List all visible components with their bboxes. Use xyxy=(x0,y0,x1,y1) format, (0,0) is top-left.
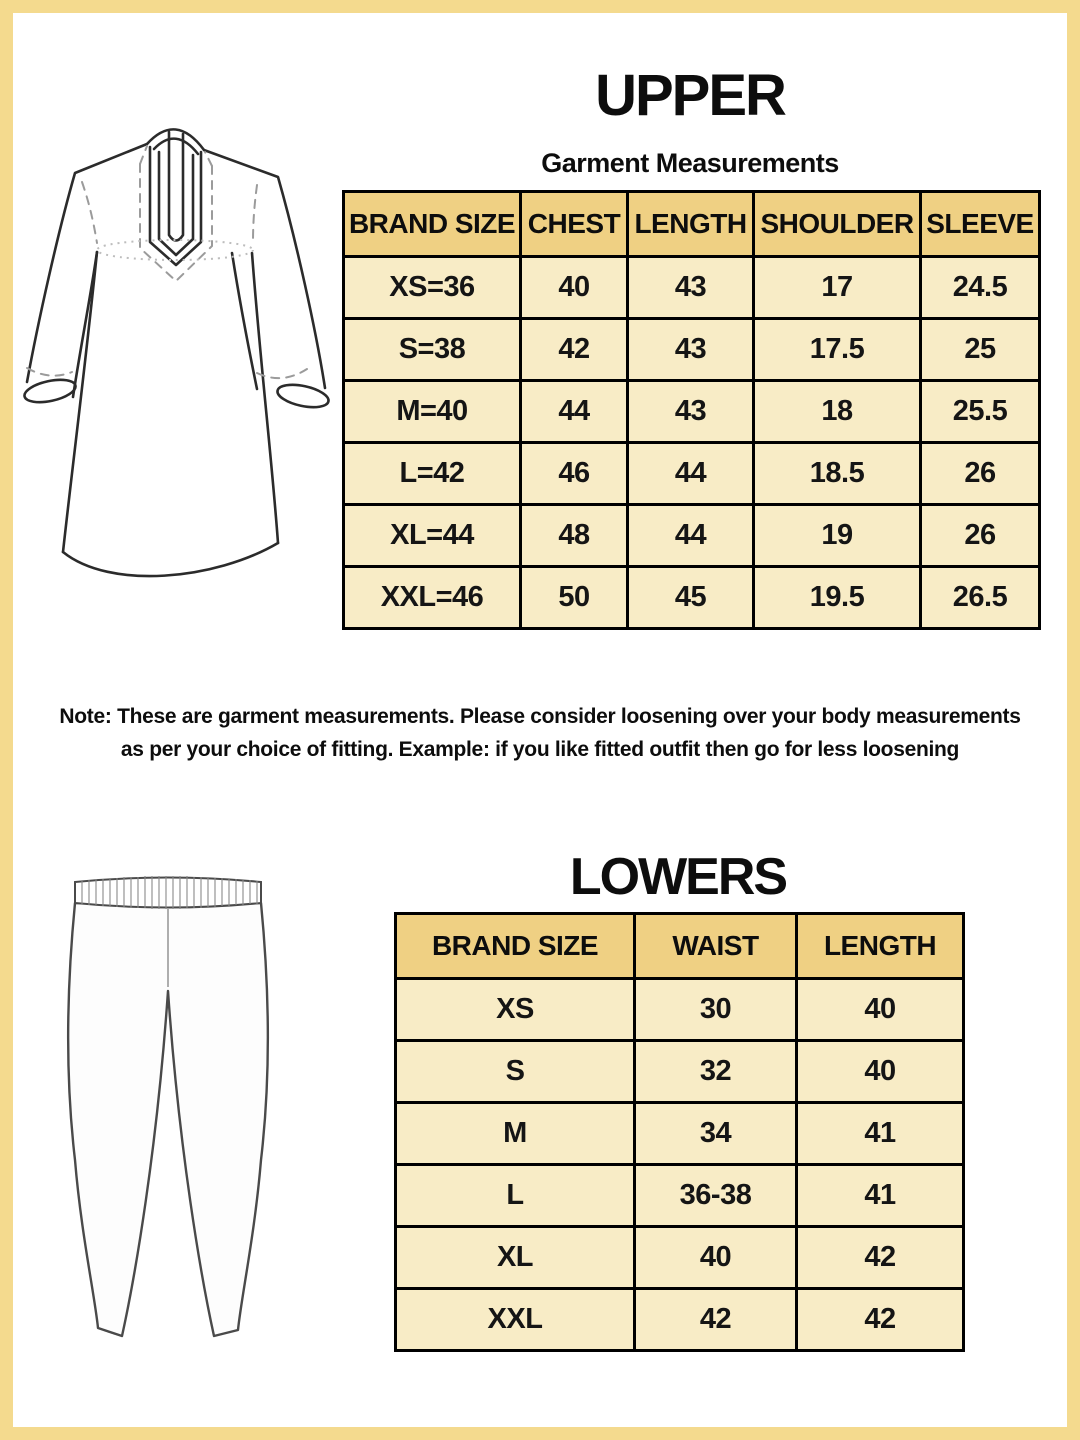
sleeve-cell: 24.5 xyxy=(921,257,1040,319)
table-row xyxy=(396,1289,964,1351)
upper-size-table xyxy=(342,190,1041,630)
lowers-header-brand-size: BRAND SIZE xyxy=(396,914,635,979)
shoulder-cell: 18.5 xyxy=(754,443,921,505)
size-cell: XXL xyxy=(396,1289,635,1351)
chest-cell: 46 xyxy=(521,443,628,505)
length-cell: 44 xyxy=(628,443,754,505)
upper-header-chest: CHEST xyxy=(521,192,628,257)
length-cell: 42 xyxy=(797,1227,964,1289)
shoulder-cell: 18 xyxy=(754,381,921,443)
pants-illustration xyxy=(55,865,290,1345)
size-cell: M xyxy=(396,1103,635,1165)
table-row xyxy=(344,381,1040,443)
kurta-icon xyxy=(20,110,350,655)
size-cell: M=40 xyxy=(344,381,521,443)
note-line-1: Note: These are garment measurements. Please consider loosening over your body measurements xyxy=(59,705,1021,728)
table-row xyxy=(344,567,1040,629)
size-cell: XS=36 xyxy=(344,257,521,319)
sleeve-cell: 26 xyxy=(921,443,1040,505)
size-cell: XL=44 xyxy=(344,505,521,567)
shoulder-cell: 19 xyxy=(754,505,921,567)
size-cell: S xyxy=(396,1041,635,1103)
length-cell: 45 xyxy=(628,567,754,629)
chest-cell: 44 xyxy=(521,381,628,443)
length-cell: 41 xyxy=(797,1103,964,1165)
lowers-header-waist: WAIST xyxy=(635,914,797,979)
size-cell: XL xyxy=(396,1227,635,1289)
sleeve-cell: 26.5 xyxy=(921,567,1040,629)
upper-header-length: LENGTH xyxy=(628,192,754,257)
upper-header-sleeve: SLEEVE xyxy=(921,192,1040,257)
length-cell: 43 xyxy=(628,381,754,443)
length-cell: 40 xyxy=(797,979,964,1041)
length-cell: 43 xyxy=(628,257,754,319)
waist-cell: 32 xyxy=(635,1041,797,1103)
lowers-title: LOWERS xyxy=(569,848,787,906)
chest-cell: 40 xyxy=(521,257,628,319)
upper-subtitle: Garment Measurements xyxy=(541,148,839,178)
waist-cell: 42 xyxy=(635,1289,797,1351)
sleeve-cell: 25.5 xyxy=(921,381,1040,443)
table-row xyxy=(344,319,1040,381)
shoulder-cell: 17 xyxy=(754,257,921,319)
note-line-2: as per your choice of fitting. Example: if you like fitted outfit then go for less loosening xyxy=(120,737,960,761)
waist-cell: 34 xyxy=(635,1103,797,1165)
chest-cell: 48 xyxy=(521,505,628,567)
lowers-header-length: LENGTH xyxy=(797,914,964,979)
upper-header-row xyxy=(344,192,1040,257)
shoulder-cell: 17.5 xyxy=(754,319,921,381)
table-row xyxy=(396,1227,964,1289)
kurta-illustration xyxy=(20,110,350,655)
length-cell: 41 xyxy=(797,1165,964,1227)
pants-icon xyxy=(55,865,290,1345)
table-row xyxy=(396,1041,964,1103)
size-cell: XXL=46 xyxy=(344,567,521,629)
table-row xyxy=(344,505,1040,567)
lowers-header-row xyxy=(396,914,964,979)
chest-cell: 50 xyxy=(521,567,628,629)
waist-cell: 36-38 xyxy=(635,1165,797,1227)
measurement-note xyxy=(13,701,1067,766)
table-row xyxy=(396,979,964,1041)
size-cell: L=42 xyxy=(344,443,521,505)
size-cell: XS xyxy=(396,979,635,1041)
upper-title: UPPER xyxy=(595,63,785,128)
chest-cell: 42 xyxy=(521,319,628,381)
sleeve-cell: 26 xyxy=(921,505,1040,567)
table-row xyxy=(344,443,1040,505)
table-row xyxy=(344,257,1040,319)
table-row xyxy=(396,1165,964,1227)
sleeve-cell: 25 xyxy=(921,319,1040,381)
upper-header-shoulder: SHOULDER xyxy=(754,192,921,257)
shoulder-cell: 19.5 xyxy=(754,567,921,629)
length-cell: 43 xyxy=(628,319,754,381)
size-cell: L xyxy=(396,1165,635,1227)
waist-cell: 30 xyxy=(635,979,797,1041)
length-cell: 44 xyxy=(628,505,754,567)
lowers-size-table xyxy=(394,912,965,1352)
length-cell: 40 xyxy=(797,1041,964,1103)
upper-header-brand-size: BRAND SIZE xyxy=(344,192,521,257)
waist-cell: 40 xyxy=(635,1227,797,1289)
size-cell: S=38 xyxy=(344,319,521,381)
length-cell: 42 xyxy=(797,1289,964,1351)
table-row xyxy=(396,1103,964,1165)
